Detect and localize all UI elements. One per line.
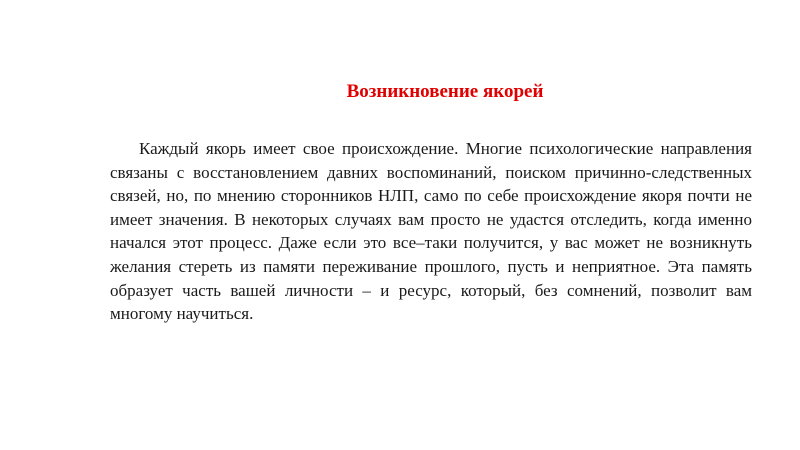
slide-title: Возникновение якорей bbox=[346, 81, 544, 102]
slide-body-paragraph: Каждый якорь имеет свое происхождение. Многие психологические направления связаны с восстановлением давних воспоминаний, поиском причинно-следственных связей, но, по мнению сторонников НЛП, само по себе происхождение якоря почти не имеет значения. В некоторых случаях вам просто не удастся отследить, когда именно начался этот процесс. Даже если это все–таки получится, у вас может не возникнуть желания стереть из памяти переживание прошлого, пусть и неприятное. Эта память образует часть вашей личности – и ресурс, который, без сомнений, позволит вам многому научиться. bbox=[110, 139, 752, 324]
